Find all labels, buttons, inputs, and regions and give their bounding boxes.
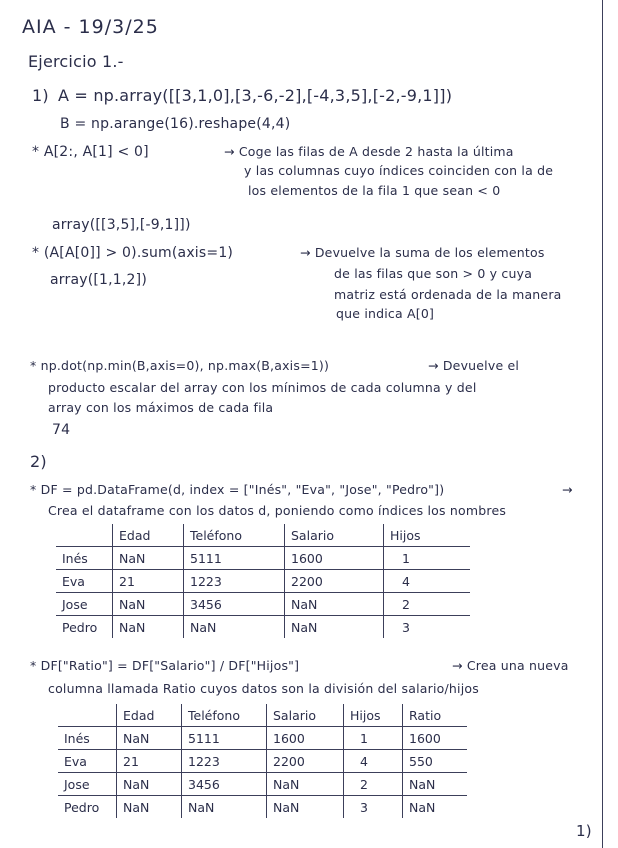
part2-item1-arrow: → — [562, 482, 573, 497]
table-cell: 1223 — [184, 570, 285, 593]
dataframe-table-1 — [56, 524, 470, 638]
table-row-label: Jose — [58, 773, 117, 796]
table-cell: NaN — [285, 616, 384, 639]
table-cell: 4 — [384, 570, 471, 593]
table-header-row — [56, 524, 470, 547]
table-header-cell: Ratio — [403, 704, 468, 727]
table-row — [56, 593, 470, 616]
table-cell: NaN — [403, 773, 468, 796]
table-header-cell: Teléfono — [184, 524, 285, 547]
item2-code: * (A[A[0]] > 0).sum(axis=1) — [32, 245, 234, 261]
table-cell: NaN — [113, 616, 184, 639]
table-cell: NaN — [117, 796, 182, 819]
table-cell: NaN — [113, 547, 184, 570]
table-row-label: Pedro — [56, 616, 113, 639]
item3-desc-line0: → Devuelve el — [428, 358, 520, 373]
table-cell: NaN — [267, 773, 344, 796]
table-row-label: Pedro — [58, 796, 117, 819]
table-cell: NaN — [117, 727, 182, 750]
table-cell: 3456 — [182, 773, 267, 796]
part1-label: 1) — [32, 86, 49, 105]
table-row-label: Eva — [56, 570, 113, 593]
table-cell: 2 — [384, 593, 471, 616]
table-cell: NaN — [182, 796, 267, 819]
item3-desc-line2: array con los máximos de cada fila — [48, 400, 274, 415]
table-cell: 1 — [344, 727, 403, 750]
table-row — [58, 773, 467, 796]
table-cell — [58, 704, 117, 727]
table-cell: 1600 — [267, 727, 344, 750]
table-cell: 1223 — [182, 750, 267, 773]
item2-result: array([1,1,2]) — [50, 272, 147, 288]
part2-item2-desc-line2: columna llamada Ratio cuyos datos son la división del salario/hijos — [48, 681, 479, 696]
part2-item2-desc-line1: → Crea una nueva — [452, 658, 569, 673]
table-row-label: Inés — [56, 547, 113, 570]
table-cell: 21 — [113, 570, 184, 593]
item2-desc-line1: → Devuelve la suma de los elementos — [300, 245, 545, 260]
page-title: AIA - 19/3/25 — [22, 16, 159, 38]
table-row — [56, 616, 470, 639]
table-header-cell: Hijos — [384, 524, 471, 547]
item1-desc-line1: → Coge las filas de A desde 2 hasta la última — [224, 144, 514, 159]
table-header-cell: Edad — [113, 524, 184, 547]
table-cell: 3456 — [184, 593, 285, 616]
table-header-row — [58, 704, 467, 727]
item2-desc-line2: de las filas que son > 0 y cuya — [334, 266, 533, 281]
table-header-cell: Salario — [267, 704, 344, 727]
table-header-cell: Hijos — [344, 704, 403, 727]
table-cell: 21 — [117, 750, 182, 773]
table-row — [58, 796, 467, 819]
part2-label: 2) — [30, 452, 47, 471]
table-cell: NaN — [267, 796, 344, 819]
page-number: 1) — [576, 822, 592, 840]
table-cell: 1600 — [285, 547, 384, 570]
table-row — [58, 750, 467, 773]
table-cell: 4 — [344, 750, 403, 773]
table-row-label: Eva — [58, 750, 117, 773]
table-cell: NaN — [184, 616, 285, 639]
table-cell: 2200 — [285, 570, 384, 593]
table-cell: 2200 — [267, 750, 344, 773]
table-cell: 1 — [384, 547, 471, 570]
table-cell: 5111 — [182, 727, 267, 750]
page-margin-line — [602, 0, 603, 848]
table-cell: 3 — [384, 616, 471, 639]
table-cell: NaN — [285, 593, 384, 616]
part2-item1-desc: Crea el dataframe con los datos d, poniendo como índices los nombres — [48, 503, 507, 518]
table-row — [56, 547, 470, 570]
item1-code: * A[2:, A[1] < 0] — [32, 144, 149, 160]
table-cell: NaN — [113, 593, 184, 616]
item1-desc-line3: los elementos de la fila 1 que sean < 0 — [248, 183, 501, 198]
part2-item2-code: * DF["Ratio"] = DF["Salario"] / DF["Hijos"] — [30, 658, 300, 673]
table-cell: NaN — [117, 773, 182, 796]
item2-desc-line3: matriz está ordenada de la manera — [334, 287, 562, 302]
matrix-b-definition: B = np.arange(16).reshape(4,4) — [60, 116, 291, 132]
item1-desc-line2: y las columnas cuyo índices coinciden con la de — [244, 163, 554, 178]
table-header-cell: Teléfono — [182, 704, 267, 727]
table-header-cell: Edad — [117, 704, 182, 727]
table-row — [58, 727, 467, 750]
table-cell: 2 — [344, 773, 403, 796]
table-cell: NaN — [403, 796, 468, 819]
table-row-label: Jose — [56, 593, 113, 616]
table-cell: 3 — [344, 796, 403, 819]
table-cell: 550 — [403, 750, 468, 773]
matrix-a-definition: A = np.array([[3,1,0],[3,-6,-2],[-4,3,5],[-2,-9,1]]) — [58, 86, 453, 105]
item3-code: * np.dot(np.min(B,axis=0), np.max(B,axis=1)) — [30, 358, 330, 373]
item3-desc-line1: producto escalar del array con los mínimos de cada columna y del — [48, 380, 477, 395]
table-row — [56, 570, 470, 593]
dataframe-table-2 — [58, 704, 467, 818]
part2-item1-code: * DF = pd.DataFrame(d, index = ["Inés", "Eva", "Jose", "Pedro"]) — [30, 482, 445, 497]
exercise-heading: Ejercicio 1.- — [28, 52, 124, 71]
item1-result: array([[3,5],[-9,1]]) — [52, 217, 191, 233]
table-row-label: Inés — [58, 727, 117, 750]
table-cell: 1600 — [403, 727, 468, 750]
table-cell: 5111 — [184, 547, 285, 570]
table-cell — [56, 524, 113, 547]
item2-desc-line4: que indica A[0] — [336, 306, 435, 321]
item3-result: 74 — [52, 422, 71, 438]
table-header-cell: Salario — [285, 524, 384, 547]
